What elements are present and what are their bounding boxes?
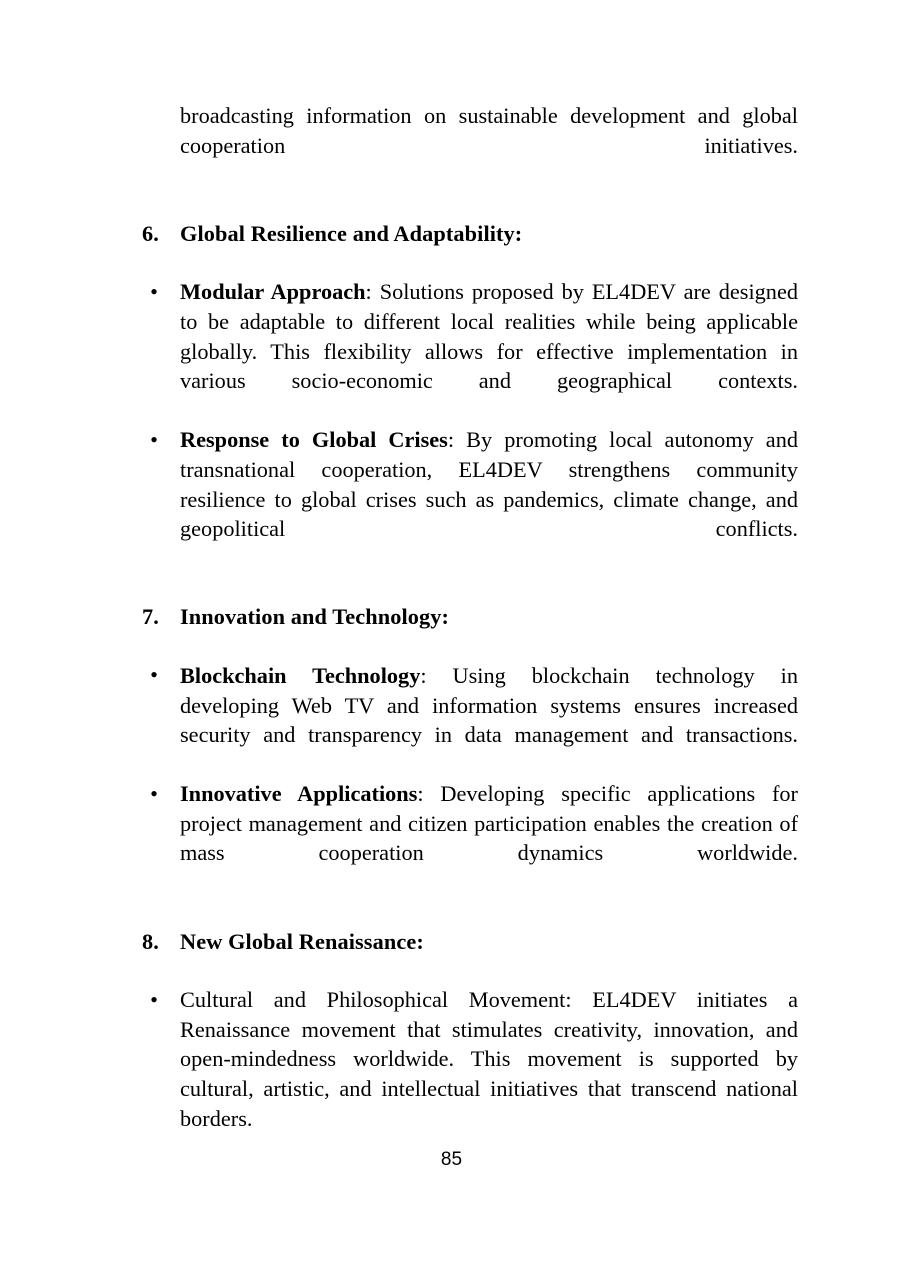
- section-title: New Global Renaissance:: [180, 928, 424, 954]
- page-content: [142, 101, 798, 1163]
- page-number: 85: [440, 1149, 463, 1170]
- list-item-body: EL4DEV initiates a Renaissance movement that stimulates creativity, innovation, and open-mindedness worldwide. This movement is supported by cultural, artistic, and intellectual initiatives that transcend national borders.: [180, 987, 798, 1131]
- bullet-icon: •: [150, 426, 158, 452]
- list-item: [150, 661, 798, 779]
- list-item-lead: Innovative Applications: [180, 781, 418, 807]
- list-item-lead: Modular Approach: [180, 279, 366, 305]
- list-item-lead: Cultural and Philosophical Movement: [180, 987, 566, 1013]
- list-item-separator: :: [447, 427, 467, 453]
- section-number: 8.: [142, 928, 159, 954]
- list-item: [150, 779, 798, 897]
- list-item-separator: :: [365, 279, 380, 305]
- section-heading: [142, 927, 798, 957]
- list-item-separator: :: [420, 662, 453, 688]
- spacer: [180, 956, 798, 985]
- spacer: [180, 573, 798, 602]
- list-item-body: By promoting local autonomy and transnational cooperation, EL4DEV strengthens community resilience to global crises such as pandemics, climate change, and geopolitical conflicts.: [180, 427, 798, 542]
- intro-paragraph: broadcasting information on sustainable development and global cooperation initiatives.: [180, 103, 798, 158]
- list-item: [150, 985, 798, 1163]
- section-heading: [142, 219, 798, 249]
- section-number: 6.: [142, 220, 159, 246]
- bullet-icon: •: [150, 780, 158, 806]
- bullet-list: [150, 661, 798, 898]
- list-item-body: Solutions proposed by EL4DEV are designed to be adaptable to different local realities while being applicable globally. This flexibility allows for effective implementation in various socio-economic and geographical contexts.: [180, 279, 798, 394]
- bullet-list: [150, 277, 798, 573]
- list-item-lead: Response to Global Crises: [180, 427, 448, 453]
- spacer: [180, 632, 798, 661]
- bullet-icon: •: [150, 278, 158, 304]
- section-title: Innovation and Technology:: [180, 604, 450, 630]
- spacer: [180, 190, 798, 219]
- list-item-lead: Blockchain Technology: [180, 662, 421, 688]
- list-item-body: Developing specific applications for project management and citizen participation enables the creation of mass cooperation dynamics worldwide.: [180, 781, 798, 866]
- spacer: [180, 898, 798, 927]
- section-title: Global Resilience and Adaptability:: [180, 220, 523, 246]
- list-item-separator: :: [565, 987, 593, 1013]
- bullet-list: [150, 985, 798, 1163]
- sections-container: [142, 190, 798, 1163]
- section-heading: [142, 602, 798, 632]
- list-item-body: Using blockchain technology in developing Web TV and information systems ensures increased security and transparency in data management and transactions.: [180, 662, 798, 748]
- section-number: 7.: [142, 604, 159, 630]
- list-item-separator: :: [417, 781, 441, 807]
- bullet-icon: •: [150, 986, 158, 1012]
- list-item: [150, 277, 798, 425]
- bullet-icon: •: [150, 662, 158, 688]
- spacer: [180, 248, 798, 277]
- list-item: [150, 425, 798, 573]
